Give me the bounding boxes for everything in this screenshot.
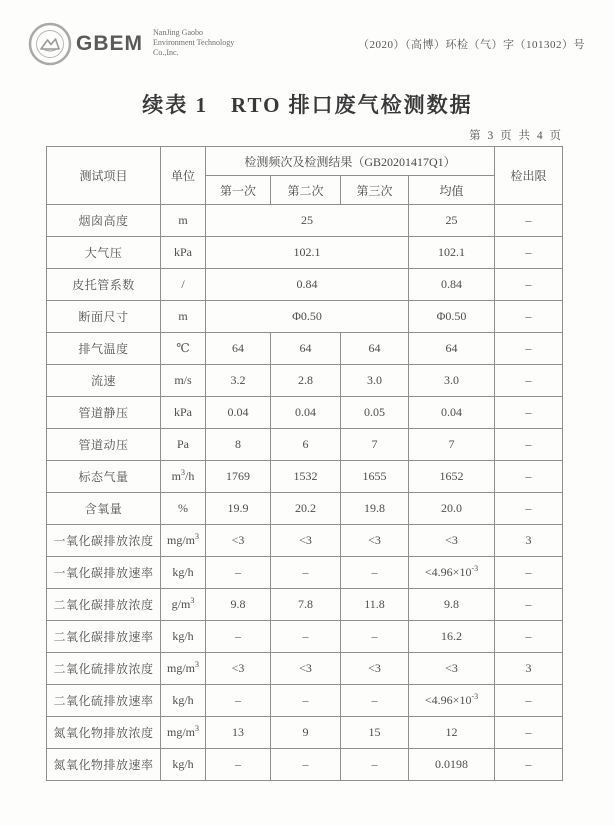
cell-value: 6 [271, 429, 341, 461]
cell-detection-limit: – [495, 621, 563, 653]
cell-average: <3 [409, 653, 495, 685]
cell-unit: m [161, 301, 206, 333]
company-logo-text: GBEM [76, 32, 143, 55]
cell-unit: $m^3/h$ [161, 461, 206, 493]
column-header-detection-limit: 检出限 [495, 147, 563, 205]
table-row [47, 365, 563, 397]
cell-value: 11.8 [341, 589, 409, 621]
cell-detection-limit: – [495, 749, 563, 781]
table-row [47, 397, 563, 429]
cell-value: 64 [271, 333, 341, 365]
cell-value: 15 [341, 717, 409, 749]
cell-value: 7 [341, 429, 409, 461]
cell-item: 氮氧化物排放浓度 [47, 717, 161, 749]
cell-value: – [271, 749, 341, 781]
cell-detection-limit: – [495, 429, 563, 461]
cell-item: 二氧化硫排放速率 [47, 685, 161, 717]
company-seal-icon [28, 22, 72, 66]
cell-value: 64 [341, 333, 409, 365]
cell-value: – [271, 685, 341, 717]
cell-detection-limit: – [495, 269, 563, 301]
table-body [47, 205, 563, 781]
table-header-row [47, 147, 563, 176]
column-header-second: 第二次 [271, 176, 341, 205]
cell-item: 氮氧化物排放速率 [47, 749, 161, 781]
table-row [47, 333, 563, 365]
cell-value-merged: Φ0.50 [206, 301, 409, 333]
cell-item: 一氧化碳排放速率 [47, 557, 161, 589]
cell-average: 0.04 [409, 397, 495, 429]
table-row [47, 589, 563, 621]
report-number: （2020）（高博）环检（气）字（101302）号 [358, 39, 585, 51]
table-header [47, 147, 563, 205]
cell-average: 20.0 [409, 493, 495, 525]
cell-value: 8 [206, 429, 271, 461]
cell-average: 0.84 [409, 269, 495, 301]
cell-item: 皮托管系数 [47, 269, 161, 301]
cell-detection-limit: – [495, 397, 563, 429]
cell-value: 19.9 [206, 493, 271, 525]
cell-item: 一氧化碳排放浓度 [47, 525, 161, 557]
table-row [47, 557, 563, 589]
measurement-table [46, 146, 563, 781]
cell-unit: $mg/m^3$ [161, 525, 206, 557]
cell-value: 3.2 [206, 365, 271, 397]
cell-detection-limit: – [495, 301, 563, 333]
cell-value: 1655 [341, 461, 409, 493]
cell-detection-limit: – [495, 333, 563, 365]
table-row [47, 685, 563, 717]
cell-value-merged: 0.84 [206, 269, 409, 301]
cell-average: <3 [409, 525, 495, 557]
cell-average: 12 [409, 717, 495, 749]
cell-value: <3 [271, 525, 341, 557]
cell-value: 0.04 [206, 397, 271, 429]
cell-detection-limit: – [495, 493, 563, 525]
page-title: 续表 1 RTO 排口废气检测数据 [142, 93, 473, 117]
cell-unit: m/s [161, 365, 206, 397]
cell-value: 1532 [271, 461, 341, 493]
cell-value: – [341, 749, 409, 781]
cell-value: – [206, 749, 271, 781]
cell-unit: kg/h [161, 749, 206, 781]
cell-unit: ℃ [161, 333, 206, 365]
cell-unit: / [161, 269, 206, 301]
cell-item: 二氧化碳排放速率 [47, 621, 161, 653]
cell-unit: $g/m^3$ [161, 589, 206, 621]
document-header [0, 0, 615, 75]
table-row [47, 461, 563, 493]
cell-value: 64 [206, 333, 271, 365]
cell-average: $<4.96\times 10^{-3}$ [409, 557, 495, 589]
cell-value: – [206, 557, 271, 589]
cell-detection-limit: – [495, 589, 563, 621]
cell-unit: kg/h [161, 557, 206, 589]
cell-item: 二氧化硫排放浓度 [47, 653, 161, 685]
cell-detection-limit: 3 [495, 525, 563, 557]
company-logo [28, 22, 143, 66]
cell-unit: % [161, 493, 206, 525]
cell-average: 64 [409, 333, 495, 365]
cell-average: 7 [409, 429, 495, 461]
table-row [47, 301, 563, 333]
page-number: 第 3 页 共 4 页 [469, 130, 563, 142]
table-row [47, 237, 563, 269]
cell-value: 0.04 [271, 397, 341, 429]
cell-unit: kPa [161, 397, 206, 429]
cell-detection-limit: 3 [495, 653, 563, 685]
column-header-item: 测试项目 [47, 147, 161, 205]
cell-average: $<4.96\times 10^{-3}$ [409, 685, 495, 717]
cell-detection-limit: – [495, 365, 563, 397]
cell-unit: Pa [161, 429, 206, 461]
company-name-line: NanJing Gaobo [153, 28, 203, 37]
company-name [153, 28, 234, 58]
cell-average: 16.2 [409, 621, 495, 653]
table-row [47, 493, 563, 525]
table-row [47, 749, 563, 781]
table-row [47, 205, 563, 237]
cell-value: <3 [206, 525, 271, 557]
company-name-line: Environment Technology [153, 38, 235, 47]
cell-item: 管道动压 [47, 429, 161, 461]
column-header-third: 第三次 [341, 176, 409, 205]
cell-unit: kg/h [161, 621, 206, 653]
cell-average: 0.0198 [409, 749, 495, 781]
cell-unit: m [161, 205, 206, 237]
column-header-unit: 单位 [161, 147, 206, 205]
cell-value: 13 [206, 717, 271, 749]
cell-value-merged: 102.1 [206, 237, 409, 269]
cell-detection-limit: – [495, 461, 563, 493]
cell-value: – [206, 685, 271, 717]
cell-average: 3.0 [409, 365, 495, 397]
company-name-line: Co.,Inc. [153, 48, 179, 57]
cell-value: 9 [271, 717, 341, 749]
cell-item: 二氧化碳排放浓度 [47, 589, 161, 621]
cell-unit: kg/h [161, 685, 206, 717]
cell-value: 9.8 [206, 589, 271, 621]
cell-detection-limit: – [495, 685, 563, 717]
cell-item: 断面尺寸 [47, 301, 161, 333]
table-row [47, 429, 563, 461]
cell-value: <3 [271, 653, 341, 685]
cell-value: 19.8 [341, 493, 409, 525]
table-row [47, 717, 563, 749]
cell-item: 排气温度 [47, 333, 161, 365]
cell-detection-limit: – [495, 557, 563, 589]
cell-average: Φ0.50 [409, 301, 495, 333]
cell-value: – [341, 621, 409, 653]
cell-value: 2.8 [271, 365, 341, 397]
cell-item: 烟囱高度 [47, 205, 161, 237]
cell-value: <3 [206, 653, 271, 685]
cell-unit: kPa [161, 237, 206, 269]
cell-item: 管道静压 [47, 397, 161, 429]
column-header-first: 第一次 [206, 176, 271, 205]
cell-average: 25 [409, 205, 495, 237]
table-row [47, 525, 563, 557]
cell-value: <3 [341, 653, 409, 685]
cell-detection-limit: – [495, 205, 563, 237]
column-header-result-group: 检测频次及检测结果（GB20201417Q1） [206, 147, 495, 176]
cell-average: 102.1 [409, 237, 495, 269]
cell-detection-limit: – [495, 237, 563, 269]
cell-value: – [206, 621, 271, 653]
cell-value: 20.2 [271, 493, 341, 525]
cell-value: <3 [341, 525, 409, 557]
cell-unit: $mg/m^3$ [161, 717, 206, 749]
cell-item: 标态气量 [47, 461, 161, 493]
table-row [47, 621, 563, 653]
cell-average: 9.8 [409, 589, 495, 621]
cell-item: 大气压 [47, 237, 161, 269]
cell-item: 流速 [47, 365, 161, 397]
column-header-average: 均值 [409, 176, 495, 205]
table-row [47, 653, 563, 685]
table-row [47, 269, 563, 301]
cell-average: 1652 [409, 461, 495, 493]
cell-value: – [271, 621, 341, 653]
cell-value: – [271, 557, 341, 589]
cell-value: – [341, 557, 409, 589]
cell-value: 1769 [206, 461, 271, 493]
cell-item: 含氧量 [47, 493, 161, 525]
cell-value: 0.05 [341, 397, 409, 429]
cell-detection-limit: – [495, 717, 563, 749]
cell-value: 7.8 [271, 589, 341, 621]
cell-value: 3.0 [341, 365, 409, 397]
cell-value-merged: 25 [206, 205, 409, 237]
cell-unit: $mg/m^3$ [161, 653, 206, 685]
cell-value: – [341, 685, 409, 717]
